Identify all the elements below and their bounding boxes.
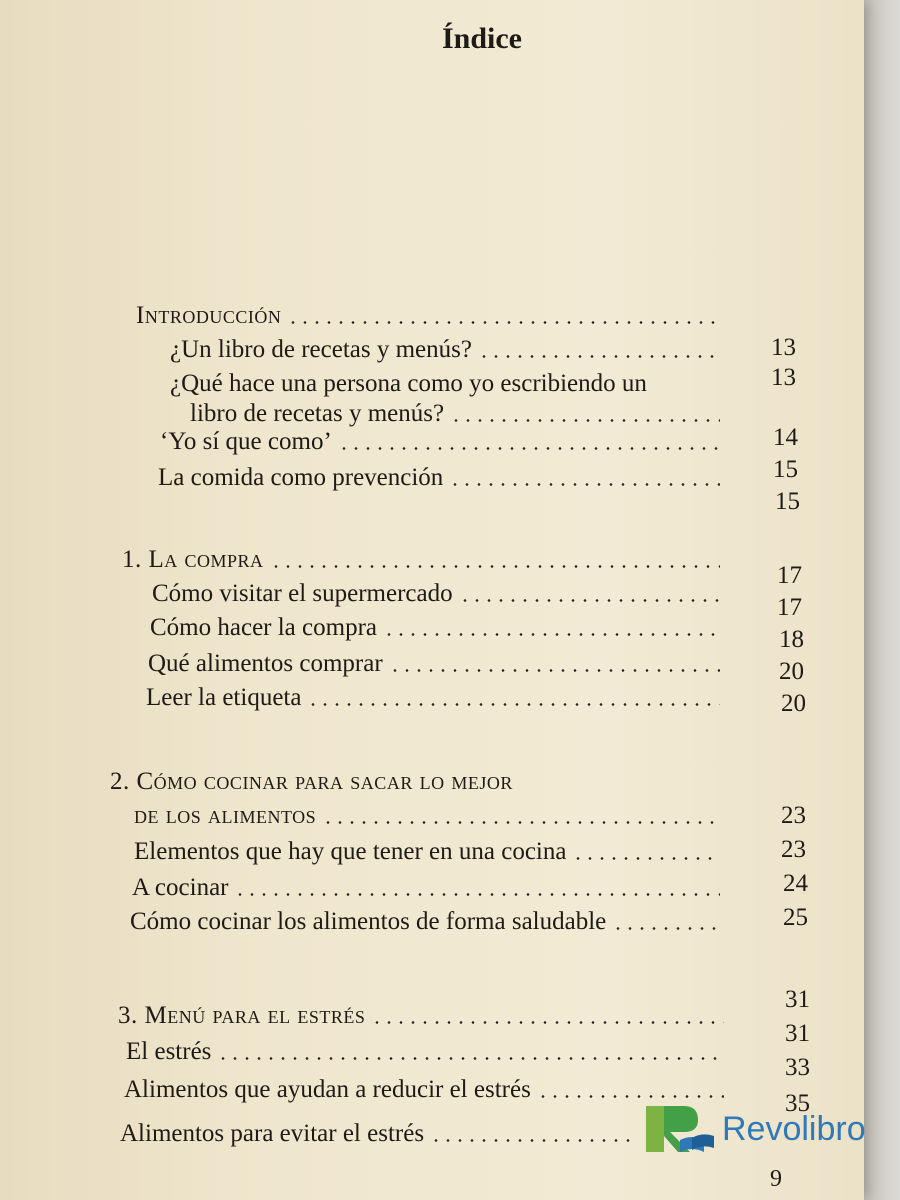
page-number: 13: [771, 364, 796, 391]
watermark-text: Revolibro: [722, 1109, 866, 1148]
toc-label: de los alimentos: [134, 802, 317, 829]
dot-leader: [383, 633, 720, 636]
toc-label: ‘Yo sí que como’: [160, 428, 332, 455]
dot-leader: [459, 599, 720, 602]
toc-entry: [120, 1118, 640, 1148]
page-number: 15: [773, 456, 798, 483]
toc-label: 2. Cómo cocinar para sacar lo mejor: [110, 768, 513, 795]
toc-label: Cómo cocinar los alimentos de forma saludable: [130, 908, 607, 935]
toc-label: 1. La compra: [122, 546, 264, 573]
page-number: 25: [783, 904, 808, 931]
page-number: 23: [781, 836, 806, 863]
revolibro-logo-icon: [640, 1100, 718, 1158]
toc-label: 3. Menú para el estrés: [118, 1002, 366, 1029]
toc-entry: [126, 1036, 730, 1066]
page-number: 31: [785, 986, 810, 1013]
dot-leader: [612, 927, 724, 930]
toc-label: A cocinar: [132, 874, 229, 901]
dot-leader: [234, 893, 720, 896]
toc-label: libro de recetas y menús?: [190, 400, 445, 427]
page-number: 23: [781, 802, 806, 829]
toc-label: Alimentos para evitar el estrés: [120, 1120, 425, 1147]
dot-leader: [449, 483, 720, 486]
toc-entry: [130, 906, 730, 936]
dot-leader: [450, 419, 720, 422]
dot-leader: [572, 857, 720, 860]
toc-entry: [148, 648, 726, 678]
revolibro-watermark: [640, 1100, 866, 1158]
toc-entry: [160, 426, 726, 456]
page-number: 35: [785, 1090, 810, 1117]
page-number: 18: [779, 626, 804, 653]
dot-leader: [338, 447, 720, 450]
page-number: 20: [779, 658, 804, 685]
toc-label: Cómo visitar el supermercado: [152, 580, 453, 607]
dot-leader: [478, 355, 720, 358]
dot-leader: [371, 1021, 724, 1024]
page-number: 17: [777, 562, 802, 589]
background-strip: [864, 0, 900, 1200]
toc-label: ¿Qué hace una persona como yo escribiendo un: [170, 370, 647, 397]
dot-leader: [322, 821, 720, 824]
dot-leader: [217, 1057, 724, 1060]
toc-label: Qué alimentos comprar: [148, 650, 383, 677]
toc-label: Cómo hacer la compra: [150, 614, 377, 641]
toc-entry: [146, 682, 726, 712]
page-number: 31: [785, 1020, 810, 1047]
page-number: 15: [775, 488, 800, 515]
toc-entry: [150, 612, 726, 642]
page-title: Índice: [441, 22, 522, 55]
toc-label: El estrés: [126, 1038, 212, 1065]
toc-label: Leer la etiqueta: [146, 684, 302, 711]
dot-leader: [270, 565, 720, 568]
toc-entry: [170, 368, 726, 398]
toc-label: Elementos que hay que tener en una cocina: [134, 838, 567, 865]
toc-label: Introducción: [136, 302, 282, 329]
dot-leader: [389, 669, 720, 672]
toc-entry: [170, 334, 726, 364]
dot-leader: [287, 321, 720, 324]
toc-entry: [132, 872, 726, 902]
page-number: 24: [783, 870, 808, 897]
page-number: 33: [785, 1054, 810, 1081]
dot-leader: [537, 1095, 724, 1098]
toc-entry-chapter-1: [122, 544, 726, 574]
toc-entry: [190, 398, 726, 428]
page-number: 13: [771, 334, 796, 361]
toc-label: La comida como prevención: [158, 464, 444, 491]
toc-entry: [134, 836, 726, 866]
toc-entry: [152, 578, 726, 608]
page-folio: 9: [770, 1166, 782, 1192]
toc-entry: [158, 462, 726, 492]
toc-label: ¿Un libro de recetas y menús?: [170, 336, 472, 363]
toc-entry: [134, 800, 726, 830]
page-number: 17: [777, 594, 802, 621]
toc-label: Alimentos que ayudan a reducir el estrés: [124, 1076, 531, 1103]
dot-leader: [307, 703, 720, 706]
page-number: 20: [781, 690, 806, 717]
toc-entry-chapter-3: [118, 1000, 730, 1030]
toc-entry-introduccion: [136, 300, 726, 330]
dot-leader: [430, 1139, 634, 1142]
page-number: 14: [773, 424, 798, 451]
toc-entry-chapter-2: [110, 766, 726, 796]
